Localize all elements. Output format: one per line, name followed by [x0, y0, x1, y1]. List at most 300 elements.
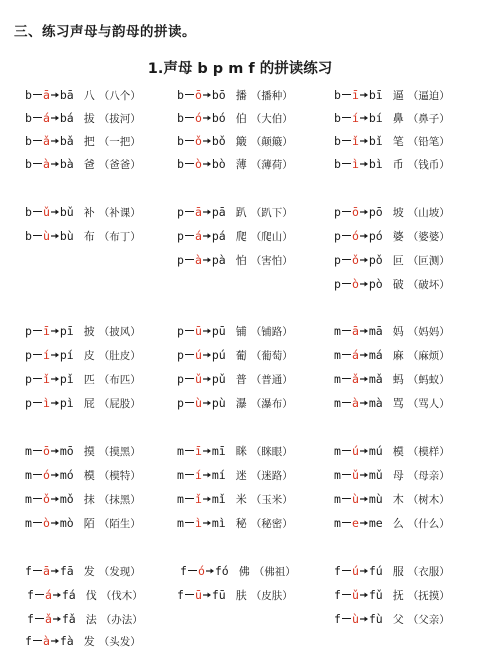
character: 播 [235, 89, 247, 102]
arrow-right-icon [360, 256, 368, 264]
final: à [42, 634, 50, 648]
character: 发 [83, 565, 95, 578]
character: 把 [83, 135, 95, 148]
arrow-right-icon [203, 91, 211, 99]
final: ù [351, 612, 359, 626]
pinyin-entry [334, 84, 450, 106]
syllable: mí [211, 468, 226, 482]
syllable: bó [211, 111, 226, 125]
pinyin-entry [25, 512, 141, 534]
final: ù [194, 396, 202, 410]
pinyin-entry [334, 107, 450, 129]
dash [185, 259, 194, 260]
syllable: mù [368, 492, 383, 506]
final: ǔ [42, 205, 50, 219]
syllable: bī [368, 88, 383, 102]
pinyin-entry [334, 130, 450, 152]
arrow-right-icon [360, 351, 368, 359]
arrow-right-icon [51, 471, 59, 479]
dash [33, 117, 42, 118]
syllable: bā [59, 88, 74, 102]
dash [185, 402, 194, 403]
dash [33, 498, 42, 499]
arrow-right-icon [360, 232, 368, 240]
dash [342, 378, 351, 379]
example-word: （蚂蚁） [407, 373, 450, 386]
initial: p [334, 277, 341, 291]
dash [185, 354, 194, 355]
dash [342, 450, 351, 451]
final: í [351, 111, 359, 125]
final: ǐ [42, 372, 50, 386]
initial: m [334, 468, 341, 482]
character: 伯 [235, 112, 247, 125]
example-word: （妈妈） [407, 325, 450, 338]
initial: b [177, 111, 184, 125]
syllable: fà [59, 634, 74, 648]
syllable: pú [211, 348, 226, 362]
character: 婆 [392, 230, 404, 243]
character: 麻 [392, 349, 404, 362]
initial: b [25, 134, 32, 148]
final: ò [351, 277, 359, 291]
syllable: fó [214, 564, 229, 578]
syllable: bǐ [368, 134, 383, 148]
final: ù [42, 229, 50, 243]
syllable: bō [211, 88, 226, 102]
initial: f [334, 564, 341, 578]
arrow-right-icon [51, 399, 59, 407]
arrow-right-icon [203, 591, 211, 599]
exercise-subtitle: 1.声母 b p m f 的拼读练习 [147, 61, 333, 77]
initial: m [334, 492, 341, 506]
character: 陌 [83, 517, 95, 530]
character: 布 [83, 230, 95, 243]
final: á [351, 348, 359, 362]
example-word: （铺路） [250, 325, 293, 338]
final: ǎ [351, 372, 359, 386]
syllable: mō [59, 444, 74, 458]
character: 抹 [83, 493, 95, 506]
final: ú [351, 564, 359, 578]
character: 摸 [83, 445, 95, 458]
character: 拔 [83, 112, 95, 125]
initial: b [25, 88, 32, 102]
final: ǎ [44, 612, 52, 626]
character: 么 [392, 517, 404, 530]
initial: p [25, 372, 32, 386]
dash [342, 283, 351, 284]
arrow-right-icon [360, 399, 368, 407]
final: ì [194, 516, 202, 530]
pinyin-entry [334, 488, 450, 510]
arrow-right-icon [51, 208, 59, 216]
character: 模 [392, 445, 404, 458]
syllable: pī [59, 324, 74, 338]
dash [342, 259, 351, 260]
arrow-right-icon [360, 519, 368, 527]
syllable: pí [59, 348, 74, 362]
arrow-right-icon [203, 351, 211, 359]
character: 爬 [235, 230, 247, 243]
example-word: （玉米） [250, 493, 293, 506]
character: 秘 [235, 517, 247, 530]
dash [33, 640, 42, 641]
pinyin-entry [334, 320, 450, 342]
syllable: fú [368, 564, 383, 578]
initial: p [177, 324, 184, 338]
character: 蚂 [392, 373, 404, 386]
dash [342, 117, 351, 118]
final: ā [42, 88, 50, 102]
example-word: （葡萄） [250, 349, 293, 362]
initial: p [177, 253, 184, 267]
character: 簸 [235, 135, 247, 148]
arrow-right-icon [360, 160, 368, 168]
syllable: fá [61, 588, 76, 602]
example-word: （摸黑） [98, 445, 141, 458]
dash [33, 354, 42, 355]
initial: m [334, 372, 341, 386]
example-word: （衣服） [407, 565, 450, 578]
final: ī [351, 88, 359, 102]
final: ā [194, 205, 202, 219]
dash [185, 450, 194, 451]
arrow-right-icon [51, 567, 59, 575]
arrow-right-icon [203, 208, 211, 216]
initial: f [177, 588, 184, 602]
pinyin-entry [25, 225, 141, 247]
character: 趴 [235, 206, 247, 219]
dash [185, 594, 194, 595]
initial: b [25, 157, 32, 171]
initial: b [25, 229, 32, 243]
syllable: bù [59, 229, 74, 243]
syllable: pù [211, 396, 226, 410]
arrow-right-icon [51, 495, 59, 503]
syllable: fù [368, 612, 383, 626]
example-word: （办法） [100, 613, 143, 626]
pinyin-entry [177, 320, 293, 342]
dash [185, 163, 194, 164]
syllable: mǐ [211, 492, 226, 506]
dash [33, 235, 42, 236]
pinyin-entry [177, 584, 293, 606]
pinyin-entry [177, 344, 293, 366]
syllable: mǎ [368, 372, 383, 386]
dash [33, 402, 42, 403]
pinyin-entry [334, 249, 450, 271]
initial: m [25, 516, 32, 530]
syllable: bǎ [59, 134, 74, 148]
arrow-right-icon [360, 280, 368, 288]
character: 模 [83, 469, 95, 482]
syllable: pǔ [211, 372, 226, 386]
example-word: （颠簸） [250, 135, 293, 148]
example-word: （树木） [407, 493, 450, 506]
final: ǎ [42, 134, 50, 148]
initial: p [25, 324, 32, 338]
arrow-right-icon [203, 160, 211, 168]
syllable: fū [211, 588, 226, 602]
dash [33, 211, 42, 212]
pinyin-entry [25, 84, 141, 106]
initial: b [334, 134, 341, 148]
arrow-right-icon [203, 137, 211, 145]
initial: f [334, 588, 341, 602]
initial: m [177, 444, 184, 458]
character: 铺 [235, 325, 247, 338]
dash [185, 378, 194, 379]
initial: f [27, 588, 34, 602]
pinyin-entry [25, 464, 141, 486]
character: 披 [83, 325, 95, 338]
pinyin-entry [177, 225, 293, 247]
example-word: （播种） [250, 89, 293, 102]
pinyin-entry [177, 488, 293, 510]
initial: m [177, 468, 184, 482]
character: 瀑 [235, 397, 247, 410]
dash [185, 474, 194, 475]
initial: b [177, 157, 184, 171]
syllable: pǒ [368, 253, 383, 267]
syllable: pì [59, 396, 74, 410]
character: 补 [83, 206, 95, 219]
example-word: （爸爸） [98, 158, 141, 171]
pinyin-entry [25, 630, 141, 652]
example-word: （普通） [250, 373, 293, 386]
arrow-right-icon [51, 351, 59, 359]
example-word: （瀑布） [250, 397, 293, 410]
final: à [42, 157, 50, 171]
character: 骂 [392, 397, 404, 410]
arrow-right-icon [203, 495, 211, 503]
arrow-right-icon [360, 567, 368, 575]
character: 发 [83, 635, 95, 648]
syllable: mà [368, 396, 383, 410]
syllable: bò [211, 157, 226, 171]
example-word: （大伯） [250, 112, 293, 125]
syllable: mó [59, 468, 74, 482]
example-word: （骂人） [407, 397, 450, 410]
final: e [351, 516, 359, 530]
dash [342, 94, 351, 95]
character: 怕 [235, 254, 247, 267]
arrow-right-icon [360, 471, 368, 479]
final: ó [351, 229, 359, 243]
character: 笔 [392, 135, 404, 148]
syllable: mú [368, 444, 383, 458]
arrow-right-icon [203, 256, 211, 264]
final: ā [42, 564, 50, 578]
character: 匹 [83, 373, 95, 386]
dash [342, 570, 351, 571]
syllable: pà [211, 253, 226, 267]
pinyin-entry [25, 107, 141, 129]
initial: m [334, 516, 341, 530]
example-word: （迷路） [250, 469, 293, 482]
example-word: （头发） [98, 635, 141, 648]
example-word: （害怕） [250, 254, 293, 267]
arrow-right-icon [360, 137, 368, 145]
arrow-right-icon [51, 327, 59, 335]
pinyin-entry [334, 464, 450, 486]
initial: m [25, 468, 32, 482]
example-word: （抚摸） [407, 589, 450, 602]
character: 伐 [85, 589, 97, 602]
final: ǔ [351, 468, 359, 482]
example-word: （爬山） [250, 230, 293, 243]
initial: m [334, 396, 341, 410]
example-word: （陌生） [98, 517, 141, 530]
pinyin-entry [25, 153, 141, 175]
final: ǔ [194, 372, 202, 386]
initial: b [334, 111, 341, 125]
example-word: （佛祖） [253, 565, 296, 578]
pinyin-entry [177, 392, 293, 414]
initial: m [177, 516, 184, 530]
arrow-right-icon [203, 399, 211, 407]
arrow-right-icon [203, 114, 211, 122]
syllable: pó [368, 229, 383, 243]
initial: f [25, 634, 32, 648]
final: ǒ [42, 492, 50, 506]
pinyin-entry [334, 225, 450, 247]
dash [185, 330, 194, 331]
syllable: bí [368, 111, 383, 125]
final: á [42, 111, 50, 125]
dash [342, 498, 351, 499]
character: 肤 [235, 589, 247, 602]
arrow-right-icon [51, 114, 59, 122]
character: 妈 [392, 325, 404, 338]
character: 屁 [83, 397, 95, 410]
final: ì [351, 157, 359, 171]
initial: b [334, 88, 341, 102]
character: 木 [392, 493, 404, 506]
initial: b [334, 157, 341, 171]
character: 父 [392, 613, 404, 626]
character: 破 [392, 278, 404, 291]
pinyin-entry [334, 273, 450, 295]
example-word: （叵测） [407, 254, 450, 267]
dash [35, 618, 44, 619]
initial: b [25, 111, 32, 125]
syllable: bǒ [211, 134, 226, 148]
initial: f [25, 564, 32, 578]
pinyin-entry [25, 130, 141, 152]
arrow-right-icon [51, 91, 59, 99]
pinyin-entry [25, 560, 141, 582]
syllable: pā [211, 205, 226, 219]
syllable: má [368, 348, 383, 362]
character: 母 [392, 469, 404, 482]
initial: f [27, 612, 34, 626]
example-word: （秘密） [250, 517, 293, 530]
character: 爸 [83, 158, 95, 171]
final: à [194, 253, 202, 267]
character: 佛 [238, 565, 250, 578]
example-word: （肚皮） [98, 349, 141, 362]
example-word: （披风） [98, 325, 141, 338]
pinyin-entry [25, 368, 141, 390]
dash [342, 594, 351, 595]
arrow-right-icon [203, 327, 211, 335]
example-word: （模样） [407, 445, 450, 458]
dash [185, 498, 194, 499]
initial: m [334, 324, 341, 338]
dash [33, 330, 42, 331]
pinyin-entry [25, 440, 141, 462]
final: ǐ [351, 134, 359, 148]
arrow-right-icon [203, 375, 211, 383]
arrow-right-icon [203, 471, 211, 479]
initial: p [25, 396, 32, 410]
dash [185, 522, 194, 523]
dash [342, 235, 351, 236]
character: 服 [392, 565, 404, 578]
initial: m [25, 492, 32, 506]
final: ǔ [351, 588, 359, 602]
initial: m [177, 492, 184, 506]
final: ā [351, 324, 359, 338]
final: ō [194, 88, 202, 102]
example-word: （发现） [98, 565, 141, 578]
pinyin-entry [25, 201, 141, 223]
syllable: pǐ [59, 372, 74, 386]
example-word: （什么） [407, 517, 450, 530]
example-word: （母亲） [407, 469, 450, 482]
initial: b [177, 88, 184, 102]
dash [185, 117, 194, 118]
example-word: （铅笔） [407, 135, 450, 148]
initial: m [334, 444, 341, 458]
initial: f [180, 564, 187, 578]
dash [33, 94, 42, 95]
initial: p [177, 229, 184, 243]
final: ǐ [194, 492, 202, 506]
pinyin-entry [334, 201, 450, 223]
example-word: （薄荷） [250, 158, 293, 171]
section-title: 三、练习声母与韵母的拼读。 [14, 24, 196, 40]
initial: p [177, 396, 184, 410]
arrow-right-icon [51, 375, 59, 383]
character: 币 [392, 158, 404, 171]
arrow-right-icon [51, 519, 59, 527]
syllable: fā [59, 564, 74, 578]
final: ī [42, 324, 50, 338]
dash [185, 235, 194, 236]
arrow-right-icon [51, 137, 59, 145]
example-word: （钱币） [407, 158, 450, 171]
arrow-right-icon [360, 615, 368, 623]
final: ó [197, 564, 205, 578]
pinyin-entry [334, 368, 450, 390]
character: 薄 [235, 158, 247, 171]
example-word: （逼迫） [407, 89, 450, 102]
pinyin-entry [177, 201, 293, 223]
pinyin-entry [334, 608, 450, 630]
pinyin-entry [334, 392, 450, 414]
arrow-right-icon [206, 567, 214, 575]
dash [342, 211, 351, 212]
initial: p [334, 253, 341, 267]
example-word: （眯眼） [250, 445, 293, 458]
pinyin-entry [177, 512, 293, 534]
syllable: fǎ [61, 612, 76, 626]
example-word: （麻烦） [407, 349, 450, 362]
pinyin-entry [177, 368, 293, 390]
